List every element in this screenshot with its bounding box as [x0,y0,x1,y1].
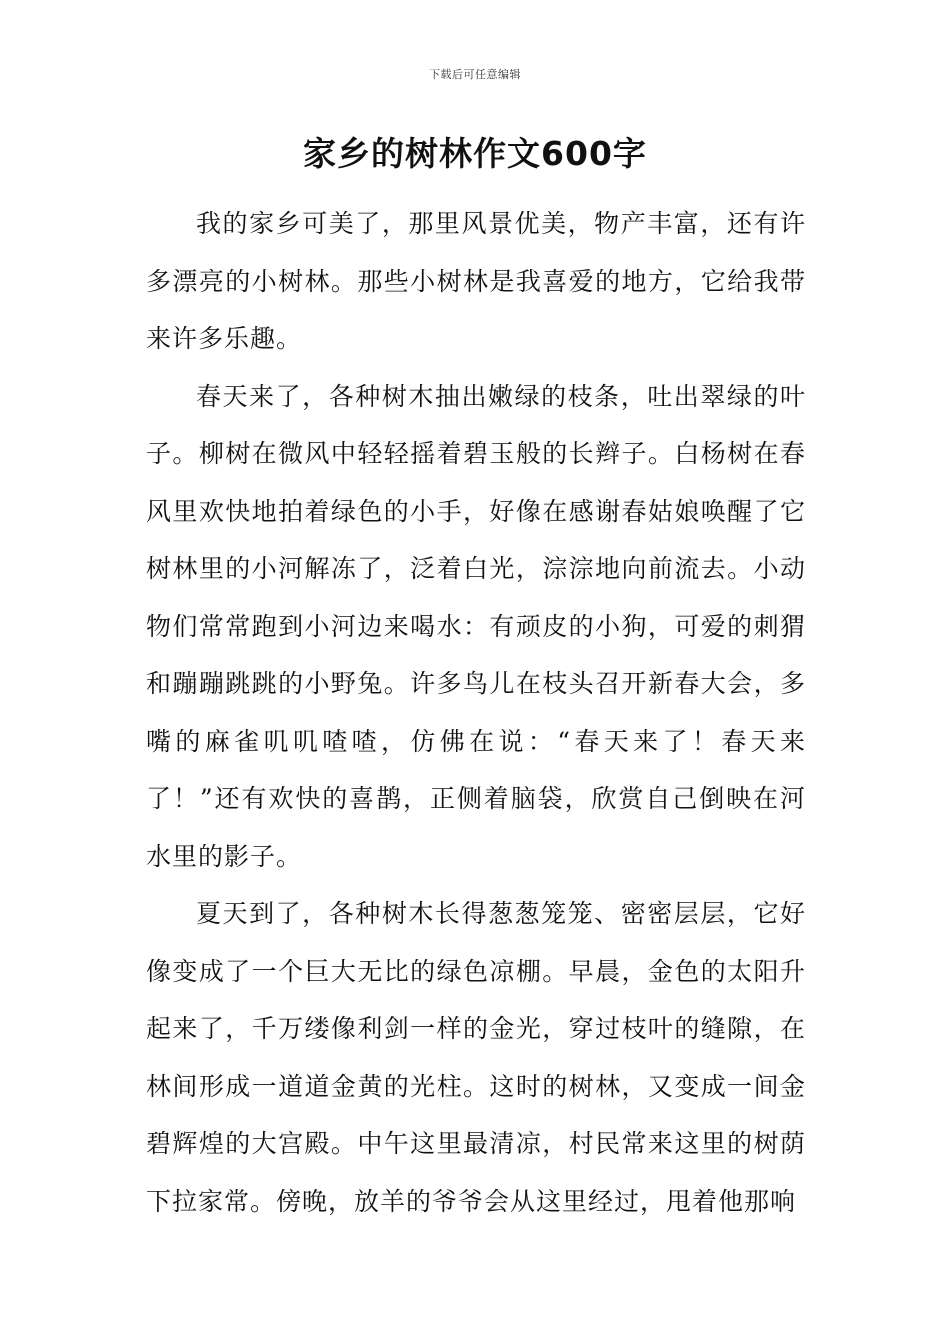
document-body [146,195,806,1230]
paragraph-2: 春天来了，各种树木抽出嫩绿的枝条，吐出翠绿的叶子。柳树在微风中轻轻摇着碧玉般的长辫子。白杨树在春风里欢快地拍着绿色的小手，好像在感谢春姑娘唤醒了它树林里的小河解冻了，泛着白光，淙淙地向前流去。小动物们常常跑到小河边来喝水：有顽皮的小狗，可爱的刺猬和蹦蹦跳跳的小野兔。许多鸟儿在枝头召开新春大会，多嘴的麻雀叽叽喳喳，仿佛在说：“春天来了！春天来了！”还有欢快的喜鹊，正侧着脑袋，欣赏自己倒映在河水里的影子。 [146,381,806,871]
document-title: 家乡的树林作文600字 [303,134,647,173]
paragraph-3: 夏天到了，各种树木长得葱葱笼笼、密密层层，它好像变成了一个巨大无比的绿色凉棚。早晨，金色的太阳升起来了，千万缕像利剑一样的金光，穿过枝叶的缝隙，在林间形成一道道金黄的光柱。这时的树林，又变成一间金碧辉煌的大宫殿。中午这里最清凉，村民常来这里的树荫下拉家常。傍晚，放羊的爷爷会从这里经过，甩着他那响 [146,899,806,1216]
paragraph-1: 我的家乡可美了，那里风景优美，物产丰富，还有许多漂亮的小树林。那些小树林是我喜爱的地方，它给我带来许多乐趣。 [146,209,806,353]
header-note: 下载后可任意编辑 [429,68,521,81]
